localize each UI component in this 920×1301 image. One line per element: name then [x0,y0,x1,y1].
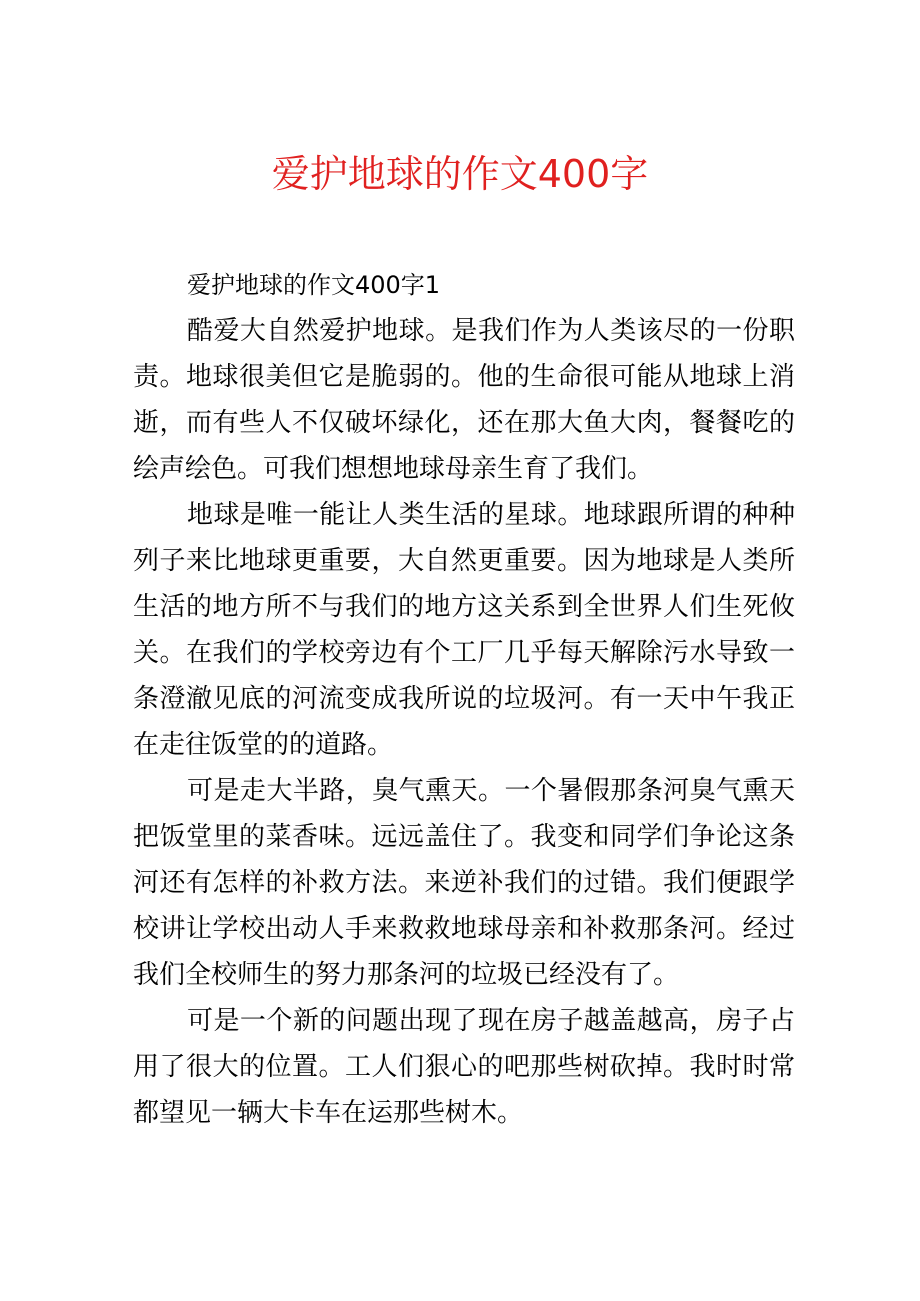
document-body [133,262,795,1136]
document-title: 爱护地球的作文400字 [271,152,649,196]
paragraph-2: 地球是唯一能让人类生活的星球。地球跟所谓的种种列子来比地球更重要，大自然更重要。因为地球是人类所生活的地方所不与我们的地方这关系到全世界人们生死攸关。在我们的学校旁边有个工厂几乎每天解除污水导致一条澄澈见底的河流变成我所说的垃圾河。有一天中午我正在走往饭堂的的道路。 [133,500,795,760]
paragraph-3: 可是走大半路，臭气熏天。一个暑假那条河臭气熏天把饭堂里的菜香味。远远盖住了。我变和同学们争论这条河还有怎样的补救方法。来逆补我们的过错。我们便跟学校讲让学校出动人手来救救地球母亲和补救那条河。经过我们全校师生的努力那条河的垃圾已经没有了。 [133,776,795,990]
paragraph-1: 酷爱大自然爱护地球。是我们作为人类该尽的一份职责。地球很美但它是脆弱的。他的生命很可能从地球上消逝，而有些人不仅破坏绿化，还在那大鱼大肉，餐餐吃的绘声绘色。可我们想想地球母亲生育了我们。 [133,316,795,484]
paragraph-4: 可是一个新的问题出现了现在房子越盖越高，房子占用了很大的位置。工人们狠心的吧那些树砍掉。我时时常都望见一辆大卡车在运那些树木。 [133,1006,795,1128]
section-heading: 爱护地球的作文400字1 [187,271,441,299]
